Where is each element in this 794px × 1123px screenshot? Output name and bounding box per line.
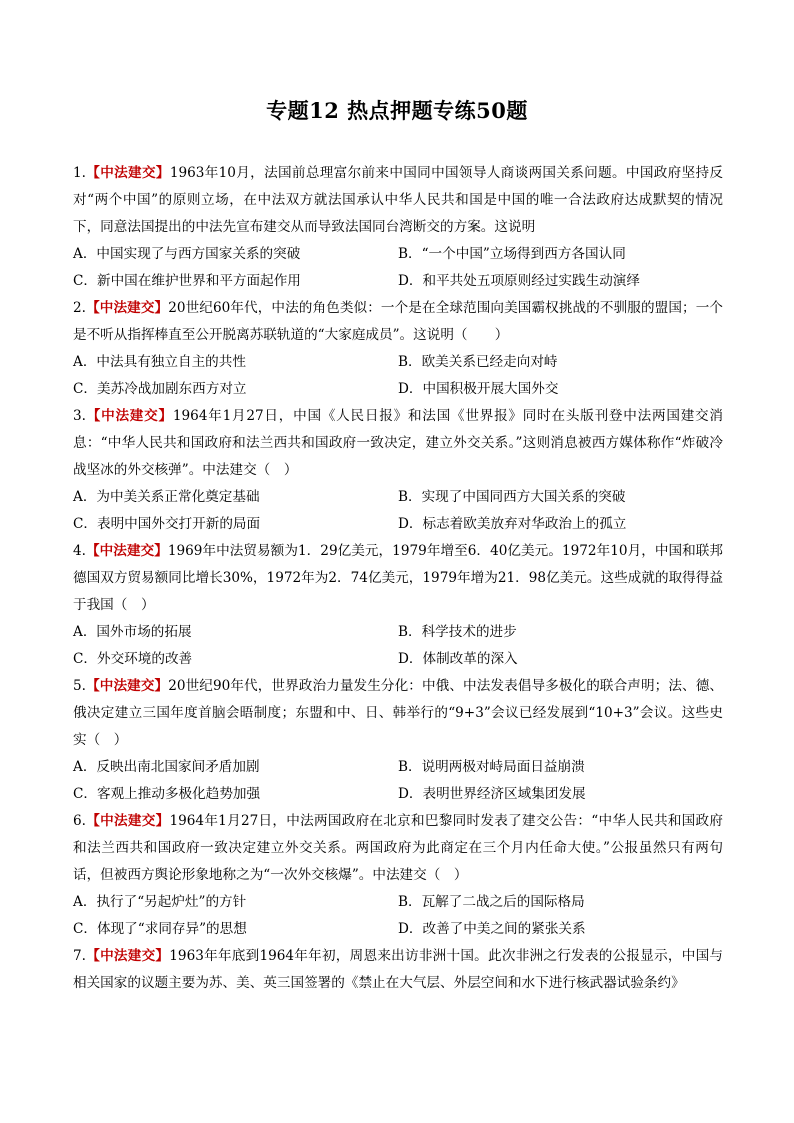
answer-option-d: D．改善了中美之间的紧张关系: [398, 921, 586, 937]
question-number: 5.: [73, 678, 86, 694]
answer-option-d: D．表明世界经济区域集团发展: [398, 786, 586, 802]
answer-options: [73, 241, 723, 295]
answer-option-c: C．美苏冷战加剧东西方对立: [73, 381, 247, 397]
question-number: 3.: [73, 408, 86, 424]
answer-option-a: A．执行了“另起炉灶”的方针: [73, 894, 247, 910]
topic-tag: 【中法建交】: [85, 408, 173, 424]
answer-option-b: B．“一个中国”立场得到西方各国认同: [398, 246, 626, 262]
answer-option-b: B．实现了中国同西方大国关系的突破: [398, 489, 626, 505]
question-6: [73, 808, 723, 943]
answer-option-c: C．新中国在维护世界和平方面起作用: [73, 273, 301, 289]
question-3: [73, 403, 723, 538]
question-stem: [73, 808, 723, 889]
question-text: 20世纪90年代，世界政治力量发生分化：中俄、中法发表倡导多极化的联合声明；法、德、俄决定建立三国年度首脑会晤制度；东盟和中、日、韩举行的“9+3”会议已经发展到“10+3”会议。这些史实（ ）: [73, 678, 724, 748]
question-stem: [73, 295, 723, 349]
answer-options: [73, 619, 723, 673]
answer-option-c: C．外交环境的改善: [73, 651, 193, 667]
answer-option-a: A．反映出南北国家间矛盾加剧: [73, 759, 260, 775]
answer-option-d: D．中国积极开展大国外交: [398, 381, 559, 397]
question-text: 1964年1月27日，中国《人民日报》和法国《世界报》同时在头版刊登中法两国建交消息：“中华人民共和国政府和法兰西共和国政府一致决定，建立外交关系。”这则消息被西方媒体称作“炸破冷战坚冰的外交核弹”。中法建交（ ）: [73, 408, 723, 478]
topic-tag: 【中法建交】: [85, 300, 169, 316]
answer-option-b: B．欧美关系已经走向对峙: [398, 354, 558, 370]
topic-tag: 【中法建交】: [85, 165, 170, 181]
page-title: 专题12 热点押题专练50题: [266, 98, 528, 123]
answer-option-b: B．科学技术的进步: [398, 624, 517, 640]
answer-option-d: D．标志着欧美放弃对华政治上的孤立: [398, 516, 627, 532]
question-number: 6.: [73, 813, 86, 829]
answer-option-c: C．表明中国外交打开新的局面: [73, 516, 261, 532]
answer-option-d: D．和平共处五项原则经过实践生动演绎: [398, 273, 640, 289]
answer-options: [73, 889, 723, 943]
answer-option-c: C．体现了“求同存异”的思想: [73, 921, 247, 937]
answer-options: [73, 484, 723, 538]
question-5: [73, 673, 723, 808]
topic-tag: 【中法建交】: [85, 813, 170, 829]
question-2: [73, 295, 723, 403]
question-7: [73, 943, 723, 997]
question-number: 7.: [73, 948, 86, 964]
question-stem: [73, 943, 723, 997]
question-text: 20世纪60年代，中法的角色类似：一个是在全球范围向美国霸权挑战的不驯服的盟国；一个是不听从指挥棒直至公开脱离苏联轨道的“大家庭成员”。这说明（ ）: [73, 300, 724, 343]
question-stem: [73, 403, 723, 484]
question-list: [73, 160, 723, 997]
topic-tag: 【中法建交】: [85, 543, 168, 559]
question-text: 1964年1月27日，中法两国政府在北京和巴黎同时发表了建交公告：“中华人民共和国政府和法兰西共和国政府一致决定建立外交关系。两国政府为此商定在三个月内任命大使。”公报虽然只有两句话，但被西方舆论形象地称之为“一次外交核爆”。中法建交（ ）: [73, 813, 724, 883]
question-number: 2.: [73, 300, 86, 316]
answer-option-a: A．国外市场的拓展: [73, 624, 192, 640]
question-text: 1963年年底到1964年年初，周恩来出访非洲十国。此次非洲之行发表的公报显示，中国与相关国家的议题主要为苏、美、英三国签署的《禁止在大气层、外层空间和水下进行核武器试验条约》: [73, 948, 724, 991]
answer-option-b: B．瓦解了二战之后的国际格局: [398, 894, 585, 910]
question-stem: [73, 160, 723, 241]
answer-option-d: D．体制改革的深入: [398, 651, 518, 667]
question-number: 4.: [73, 543, 86, 559]
topic-tag: 【中法建交】: [85, 678, 169, 694]
question-number: 1.: [73, 165, 86, 181]
question-stem: [73, 673, 723, 754]
answer-option-a: A．中法具有独立自主的共性: [73, 354, 246, 370]
answer-option-b: B．说明两极对峙局面日益崩溃: [398, 759, 585, 775]
answer-options: [73, 349, 723, 403]
question-text: 1969年中法贸易额为1．29亿美元，1979年增至6．40亿美元。1972年10月，中国和联邦德国双方贸易额同比增长30%，1972年为2．74亿美元，1979年增为21．98亿美元。这些成就的取得得益于我国（ ）: [73, 543, 723, 613]
answer-option-a: A．中国实现了与西方国家关系的突破: [73, 246, 301, 262]
question-1: [73, 160, 723, 295]
question-4: [73, 538, 723, 673]
question-stem: [73, 538, 723, 619]
topic-tag: 【中法建交】: [85, 948, 170, 964]
answer-option-a: A．为中美关系正常化奠定基础: [73, 489, 260, 505]
answer-options: [73, 754, 723, 808]
answer-option-c: C．客观上推动多极化趋势加强: [73, 786, 261, 802]
question-text: 1963年10月，法国前总理富尔前来中国同中国领导人商谈两国关系问题。中国政府坚持反对“两个中国”的原则立场，在中法双方就法国承认中华人民共和国是中国的唯一合法政府达成默契的情况下，同意法国提出的中法先宣布建交从而导致法国同台湾断交的方案。这说明: [73, 165, 724, 235]
